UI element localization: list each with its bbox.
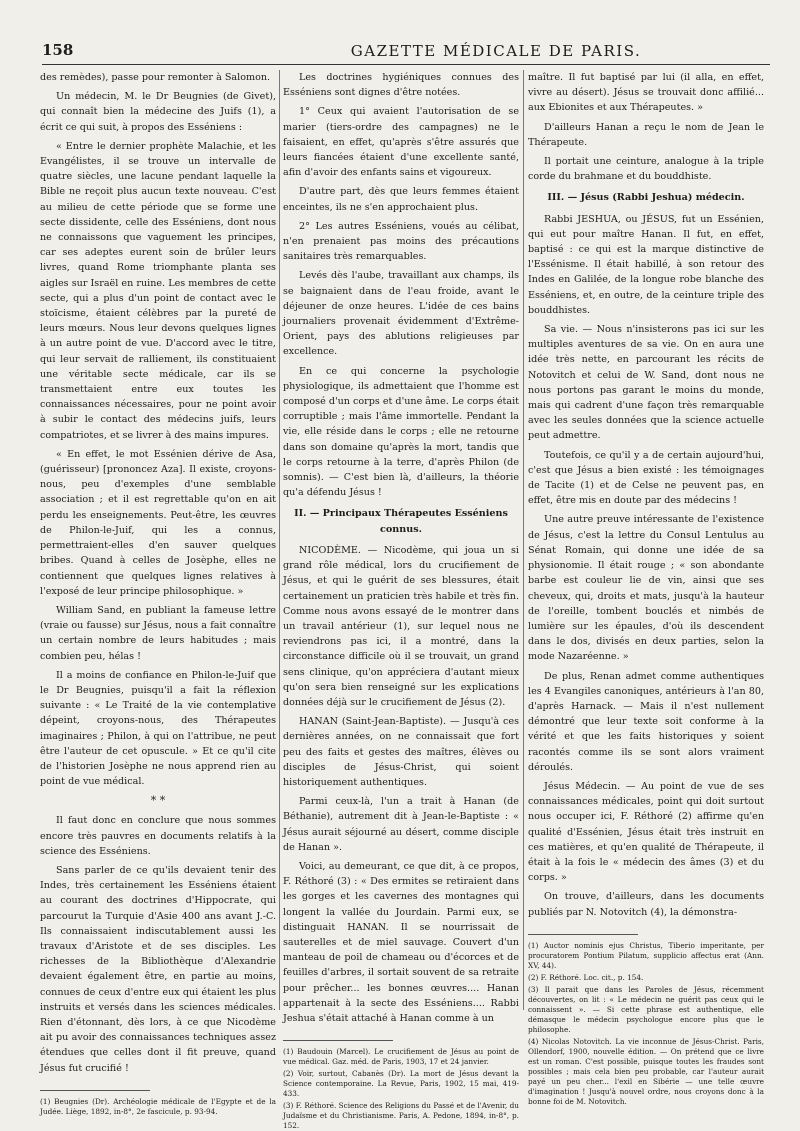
paragraph: Levés dès l'aube, travaillant aux champs, ils se baignaient dans de l'eau froide, avant le déjeuner de onze heures. L'idée de ces bains journaliers provenait évidemment d'Extrême-Orient, pays des ablutions religieuses par excellence. (283, 270, 519, 358)
paragraph: D'ailleurs Hanan a reçu le nom de Jean le Thérapeute. (528, 121, 764, 148)
paragraph: Parmi ceux-là, l'un a trait à Hanan (de Béthanie), autrement dit à Jean-le-Baptiste : « Jésus aurait séjourné au désert, comme disciple de Hanan ». (283, 796, 519, 853)
paragraph: De plus, Renan admet comme authentiques les 4 Evangiles canoniques, antérieurs à l'an 80, d'après Harnack. — Mais il n'est nullement démontré que leur texte soit conforme à la vérité et que les faits historiques y soient racontés comme ils se sont alors vraiment déroulés. (528, 670, 764, 773)
section-heading: III. — Jésus (Rabbi Jeshua) médecin. (547, 192, 745, 204)
paragraph: des remèdes), passe pour remonter à Salomon. (40, 72, 271, 83)
paragraph: HANAN (Saint-Jean-Baptiste). — Jusqu'à ces dernières années, on ne connaissait que fort peu des faits et gestes des maîtres, élèves ou disciples de Jésus-Christ, qui soient historiquement authentiques. (283, 716, 519, 788)
paragraph: 1° Ceux qui avaient l'autorisation de se marier (tiers-ordre des campagnes) ne le faisaient, en effet, qu'après s'être assurés que leurs fiancées étaient d'une excellente santé, afin d'avoir des enfants sains et vigoureux. (283, 106, 519, 179)
footnote: (3) Il parait que dans les Paroles de Jésus, récemment découvertes, on lit : « Le médecin ne guérit pas ceux qui le connaissent ». — Si cette phrase est authentique, elle démasque le médecin psychologue encore plus que le philosophe. (528, 984, 764, 1034)
paragraph: Un médecin, M. le Dr Beugnies (de Givet), qui connaît bien la médecine des Juifs (1), a écrit ce qui suit, à propos des Esséniens : (40, 91, 276, 133)
footnote: (1) Auctor nominis ejus Christus, Tiberio imperitante, per procuratorem Pontium Pilatum, supplicio affectus erat (Ann. XV, 44). (528, 940, 764, 970)
page-number: 158 (42, 41, 74, 59)
footnote-rule (528, 934, 638, 935)
column-divider (279, 70, 280, 1010)
paragraph: Rabbi JESHUA, ou JÉSUS, fut un Essénien, qui eut pour maître Hanan. Il fut, en effet, baptisé : ce qui est la marque distinctive de l'Essénisme. Il était habillé, à son retour des Indes en Galilée, de la longue robe blanche des Esséniens, et, en outre, de la ceinture triple des bouddhistes. (528, 213, 764, 316)
page-header (42, 41, 770, 65)
footnote: (4) Nicolas Notovitch. La vie inconnue de Jésus-Christ. Paris, Ollendorf, 1900, nouvelle édition. — On prétend que ce livre est un roman. C'est possible, puisque toutes les fraudes sont possibles ; mais cela bien peu probable, car l'auteur aurait payé un peu cher... l'exil en Sibérie — une telle œuvre d'imagination ! Jusqu'à nouvel ordre, nous croyons donc à la bonne foi de M. Notovitch. (528, 1036, 764, 1106)
paragraph: William Sand, en publiant la fameuse lettre (vraie ou fausse) sur Jésus, nous a fait connaître un certain nombre de leurs habitudes ; mais combien peu, hélas ! (40, 604, 276, 662)
footnote: (2) F. Réthoré. Loc. cit., p. 154. (528, 972, 644, 982)
paragraph: « Entre le dernier prophète Malachie, et les Evangélistes, il se trouve un intervalle de quatre siècles, une lacune pendant laquelle la Bible ne reçoit plus aucun texte nouveau. C'est au milieu de cette période que se forme une secte dissidente, celle des Esséniens, dont nous ne connaissons que vaguement les principes, car ses adeptes eurent soin de brûler leurs livres, quand Rome triomphante planta ses aigles sur Israël en ruine. Les membres de cette secte, qui a plus d'un point de contact avec le stoïcisme, étaient célèbres par la pureté de leurs mœurs. Nous leur devons quelques lignes à un autre point de vue. D'accord avec le titre, qui leur servait de ralliement, ils constituaient une véritable secte médicale, car ils se transmettaient entre eux toutes les connaissances nécessaires, pour ne point avoir à subir le contact des médecins juifs, leurs compatriotes, et se livrer à des mains impures. (40, 140, 276, 441)
footnote: (3) F. Réthoré. Science des Religions du Passé et de l'Avenir, du Judaïsme et du Christianisme. Paris, A. Pedone, 1894, in-8°, p. 152. (283, 1101, 519, 1131)
footnote: (1) Beugnies (Dr). Archéologie médicale de l'Egypte et de la Judée. Liège, 1892, in-8°, 2e fascicule, p. 93-94. (40, 1096, 276, 1116)
running-title: GAZETTE MÉDICALE DE PARIS. (350, 42, 642, 60)
paragraph: Il portait une ceinture, analogue à la triple corde du brahmane et du bouddhiste. (528, 156, 764, 183)
paragraph: On trouve, d'ailleurs, dans les documents publiés par N. Notovitch (4), la démonstra- (528, 891, 764, 918)
paragraph: NICODÈME. — Nicodème, qui joua un si grand rôle médical, lors du crucifiement de Jésus, et qui le guérit de ses blessures, était certainement un praticien très habile et très fin. Comme nous avons essayé de le montrer dans un travail antérieur (1), sur lequel nous ne reviendrons pas ici, il a montré, dans la circonstance difficile où il se trouvait, un grand sens clinique, qu'on appréciera d'autant mieux qu'on sera bien renseigné sur les explications données déjà sur le crucifiement de Jésus (2). (283, 544, 519, 708)
section-heading: II. — Principaux Thérapeutes Esséniens connus. (294, 508, 508, 535)
paragraph: Sa vie. — Nous n'insisterons pas ici sur les multiples aventures de sa vie. On en aura une idée très nette, en parcourant les récits de Notovitch et celui de W. Sand, dont nous ne nous portons pas garant le moins du monde, mais qui cadrent d'une façon très remarquable avec les seules données que la science actuelle peut admettre. (528, 324, 764, 442)
footnote: (2) Voir, surtout, Cabanès (Dr). La mort de Jésus devant la Science contemporaine. La Revue, Paris, 1902, 15 mai, 419-433. (283, 1069, 519, 1099)
paragraph: Les doctrines hygiéniques connues des Esséniens sont dignes d'être notées. (283, 72, 519, 99)
paragraph: D'autre part, dès que leurs femmes étaient enceintes, ils ne s'en approchaient plus. (283, 186, 519, 213)
header-rule (42, 64, 770, 65)
paragraph: Il a moins de confiance en Philon-le-Juif que le Dr Beugnies, puisqu'il a fait la réflexion suivante : « Le Traité de la vie contemplative dépeint, croyons-nous, des Thérapeutes imaginaires ; Philon, à qui on l'attribue, ne peut être l'auteur de cet opuscule. » Et ce qu'il cite de l'historien Josèphe ne nous apprend rien au point de vue médical. (40, 669, 276, 788)
paragraph: maître. Il fut baptisé par lui (il alla, en effet, vivre au désert). Jésus se trouvait donc affilié... aux Ebionites et aux Thérapeutes. » (528, 72, 764, 114)
paragraph: Voici, au demeurant, ce que dit, à ce propos, F. Réthoré (3) : « Des ermites se retiraient dans les gorges et les cavernes des montagnes qui longent la vallée du Jourdain. Parmi eux, se distinguait HANAN. Il se nourrissait de sauterelles et de miel sauvage. Couvert d'un manteau de poil de chameau ou d'écorces et de feuilles d'arbres, il sortait souvent de sa retraite pour prêcher... les bonnes œuvres.... Hanan appartenait à la secte des Esséniens.... Rabbi Jeshua s'était attaché à Hanan comme à un (283, 860, 519, 1024)
footnote-rule (283, 1040, 393, 1041)
column-divider (523, 70, 524, 1010)
footnote: (1) Baudouin (Marcel). Le crucifiement de Jésus au point de vue médical. Gaz. méd. de Paris, 1903, 17 et 24 janvier. (283, 1047, 519, 1067)
footnote-rule (40, 1090, 150, 1091)
paragraph: En ce qui concerne la psychologie physiologique, ils admettaient que l'homme est composé d'un corps et d'une âme. Le corps était corruptible ; mais l'âme immortelle. Pendant la vie, elle réside dans le corps ; elle ne retourne dans son domaine qu'après la mort, tandis que le corps retourne à la terre, d'après Philon (de somnis). — C'est bien là, d'ailleurs, la théorie qu'a défendu Jésus ! (283, 365, 520, 499)
paragraph: Il faut donc en conclure que nous sommes encore très pauvres en documents relatifs à la science des Esséniens. (40, 815, 276, 857)
paragraph: Toutefois, ce qu'il y a de certain aujourd'hui, c'est que Jésus a bien existé : les témoignages de Tacite (1) et de Celse ne peuvent pas, en effet, être mis en doute par des médecins ! (528, 449, 764, 507)
paragraph: Une autre preuve intéressante de l'existence de Jésus, c'est la lettre du Consul Lentulus au Sénat Romain, qui donne une idée de sa physionomie. Il était rouge ; « son abondante barbe est couleur lie de vin, ainsi que ses cheveux, qui, droits et mats, jusqu'à la hauteur de l'oreille, tombent bouclés et nimbés de lumière sur les épaules, d'où ils descendent dans le dos, divisés en deux parties, selon la mode Nazaréenne. » (528, 514, 764, 663)
text-column-1 (40, 70, 276, 1116)
paragraph: « En effet, le mot Essénien dérive de Asa, (guérisseur) [prononcez Aza]. Il existe, croyons-nous, peu d'exemples d'une semblable association ; et il est regrettable qu'on en ait perdu les enseignements. Peut-être, les œuvres de Philon-le-Juif, qui les a connus, permettraient-elles d'en sauver quelques bribes. Quand à celles de Josèphe, elles ne contiennent que quelques lignes relatives à l'exposé de leur principe philosophique. » (40, 448, 276, 597)
paragraph: Sans parler de ce qu'ils devaient tenir des Indes, très certainement les Esséniens étaient au courant des doctrines d'Hippocrate, qui parcourut la Turquie d'Asie 400 ans avant J.-C. Ils connaissaient indiscutablement aussi les travaux d'Aristote et de ses disciples. Les richesses de la Bibliothèque d'Alexandrie devaient également être, en partie au moins, connues de ceux d'entre eux qui étaient les plus instruits et versés dans les sciences médicales. Rien d'étonnant, dès lors, à ce que Nicodème ait pu avoir des connaissances techniques assez étendues que celles dont il fit preuve, quand Jésus fut crucifié ! (40, 864, 276, 1074)
paragraph: Jésus Médecin. — Au point de vue de ses connaissances médicales, point qui doit surtout nous occuper ici, F. Réthoré (2) affirme qu'en qualité d'Essénien, Jésus était très instruit en ces matières, et qu'en qualité de Thérapeute, il était à la fois le « médecin des âmes (3) et du corps. » (528, 780, 764, 884)
text-column-2 (283, 70, 520, 1131)
text-column-3 (528, 70, 764, 1106)
section-separator: * * (150, 794, 166, 808)
paragraph: 2° Les autres Esséniens, voués au célibat, n'en prenaient pas moins des précautions sanitaires très remarquables. (283, 220, 519, 263)
